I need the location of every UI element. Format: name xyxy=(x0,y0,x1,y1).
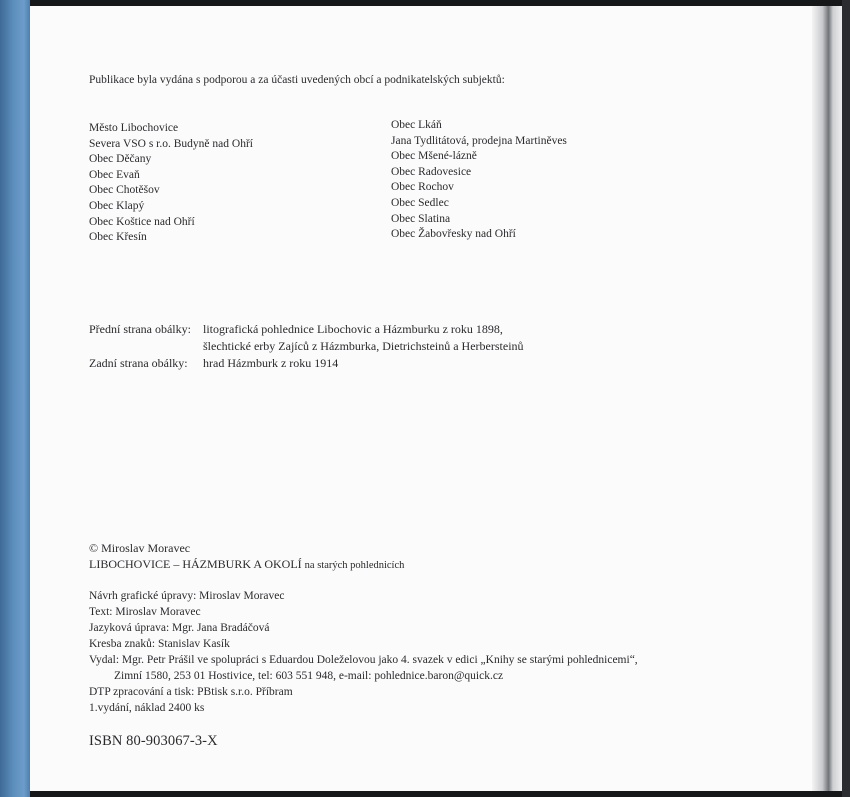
sponsor-item: Obec Sedlec xyxy=(391,196,449,209)
page-edge xyxy=(842,0,850,797)
credit-line: 1.vydání, náklad 2400 ks xyxy=(89,702,205,714)
sponsor-item: Obec Křesín xyxy=(89,231,147,244)
sponsor-item: Obec Rochov xyxy=(391,181,454,194)
credit-line: DTP zpracování a tisk: PBtisk s.r.o. Příbram xyxy=(89,686,293,698)
sponsor-item: Obec Klapý xyxy=(89,199,145,212)
sponsor-item: Obec Evaň xyxy=(89,168,140,181)
intro-text: Publikace byla vydána s podporou a za účasti uvedených obcí a podnikatelských subjektů: xyxy=(89,74,505,86)
sponsor-item: Obec Radovesice xyxy=(391,165,472,178)
sponsor-item: Obec Žabovřesky nad Ohří xyxy=(391,228,516,241)
back-cover-value: hrad Házmburk z roku 1914 xyxy=(203,356,339,370)
credit-line: Jazyková úprava: Mgr. Jana Bradáčová xyxy=(89,622,270,634)
back-cover-label: Zadní strana obálky: xyxy=(89,356,188,370)
book-spine xyxy=(0,0,30,797)
book-subtitle: na starých pohlednicích xyxy=(304,560,405,571)
sponsor-list-right xyxy=(391,118,567,243)
credit-line: Vydal: Mgr. Petr Prášil ve spolupráci s Eduardou Doleželovou jako 4. svazek v edici „Knihy se starými pohlednicemi“, xyxy=(89,654,638,666)
isbn: ISBN 80-903067-3-X xyxy=(89,733,218,749)
sponsor-item: Obec Koštice nad Ohří xyxy=(89,215,195,228)
credit-line: Text: Miroslav Moravec xyxy=(89,606,201,618)
sponsor-item: Jana Tydlitátová, prodejna Martiněves xyxy=(391,134,567,147)
page-gutter xyxy=(812,6,842,791)
front-cover-value-line1: litografická pohlednice Libochovic a Házmburku z roku 1898, xyxy=(203,322,503,336)
sponsor-item: Obec Lkáň xyxy=(391,119,442,131)
front-cover-value-line2: šlechtické erby Zajíců z Házmburka, Dietrichsteinů a Herbersteinů xyxy=(203,339,524,353)
credit-line: Kresba znaků: Stanislav Kasík xyxy=(89,638,230,650)
book-title-line xyxy=(89,556,404,574)
sponsor-list-left xyxy=(89,121,253,246)
book-title: LIBOCHOVICE – HÁZMBURK A OKOLÍ xyxy=(89,557,302,571)
credits-block xyxy=(89,588,638,716)
sponsor-item: Město Libochovice xyxy=(89,122,179,134)
sponsor-item: Obec Mšené-lázně xyxy=(391,150,477,163)
sponsor-item: Obec Chotěšov xyxy=(89,184,160,197)
credit-line: Zimní 1580, 253 01 Hostivice, tel: 603 551 948, e-mail: pohlednice.baron@quick.cz xyxy=(114,670,504,682)
copyright-line: © Miroslav Moravec xyxy=(89,541,191,555)
sponsor-item: Obec Slatina xyxy=(391,212,451,225)
front-cover-label: Přední strana obálky: xyxy=(89,322,191,336)
sponsor-item: Obec Děčany xyxy=(89,153,152,166)
sponsor-item: Severa VSO s r.o. Budyně nad Ohří xyxy=(89,137,253,150)
credit-line: Návrh grafické úpravy: Miroslav Moravec xyxy=(89,590,285,602)
